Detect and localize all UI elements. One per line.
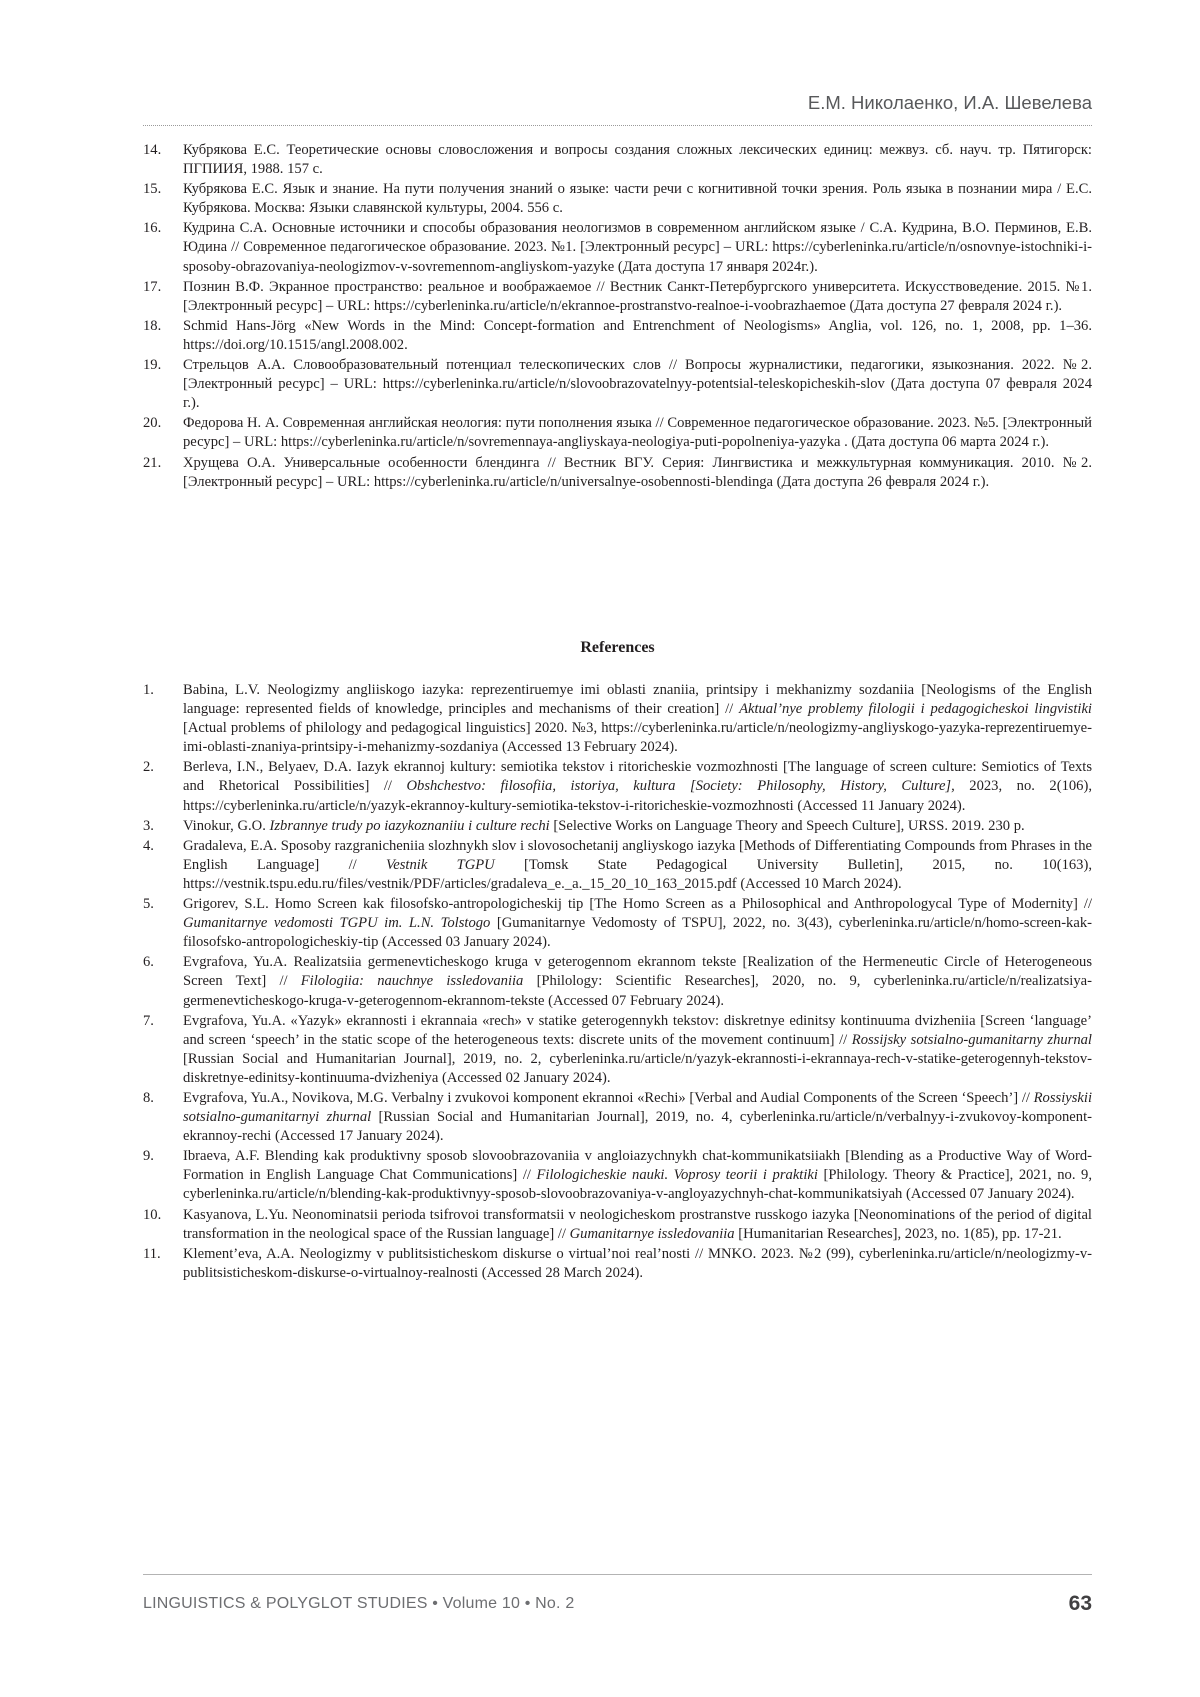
- reference-number: 1.: [143, 682, 154, 698]
- reference-text-fragment: Evgrafova, Yu.A. «Yazyk» ekrannosti i ekrannaia «rech» v statike geterogennykh tekstov: diskretnye edinitsy kontinuuma dvizheniia [Screen ‘language’ and screen ‘speech’ in the static scope of the heterogeneous texts: discrete units of the movement continuum] //: [183, 1012, 1092, 1048]
- reference-text: [183, 837, 1092, 894]
- reference-text-fragment: [Actual problems of philology and pedagogical linguistics] 2020. №3, https://cyberleninka.ru/article/n/neologizmy-angliyskogo-yazyka-reprezentiruemye-imi-oblasti-znaniya-printsipy-i-mehanizmy-sozdaniya (Accessed 13 February 2024).: [183, 720, 1092, 756]
- reference-number: 20.: [143, 415, 162, 432]
- reference-text-fragment: Кубрякова Е.С. Теоретические основы словосложения и вопросы создания сложных лексических единиц: межвуз. сб. науч. тр. Пятигорск: ПГПИИЯ, 1988. 157 с.: [183, 142, 1092, 178]
- reference-source-title: Gumanitarnye vedomosti TGPU im. L.N. Tolstogo: [183, 915, 491, 932]
- reference-number: 21.: [143, 454, 162, 471]
- english-reference-list: [143, 681, 1092, 1284]
- reference-number: 11.: [143, 1245, 161, 1262]
- reference-text: [183, 681, 1092, 757]
- header-dotted-rule: [143, 125, 1092, 126]
- russian-reference-list: [143, 141, 1092, 493]
- reference-item: [143, 758, 1092, 815]
- reference-number: 9.: [143, 1148, 154, 1165]
- reference-text-fragment: Gradaleva, E.A. Sposoby razgranicheniia slozhnykh slov i slovosochetanij angliyskogo iazyka [Methods of Differentiating Compounds from Phrases in the English Language] //: [183, 837, 1092, 873]
- reference-text: [183, 219, 1092, 276]
- reference-source-title: Izbrannye trudy po iazykoznaniiu i culture rechi: [269, 817, 550, 834]
- reference-text-fragment: [Philology: Scientific Researches], 2020, no. 9, cyberleninka.ru/article/n/realizatsiya-germenevticheskogo-kruga-v-geterogennom-ekrannom-tekste (Accessed 07 February 2024).: [183, 973, 1092, 1009]
- reference-item: [143, 1089, 1092, 1146]
- reference-text: [183, 1245, 1092, 1283]
- reference-text-fragment: [Russian Social and Humanitarian Journal], 2019, no. 4, cyberleninka.ru/article/n/verbalnyy-i-zvukovoy-komponent-ekrannoy-rechi (Accessed 17 January 2024).: [183, 1109, 1092, 1145]
- reference-text-fragment: [Philology. Theory & Practice], 2021, no. 9, cyberleninka.ru/article/n/blending-kak-produktivnyy-sposob-slovoobrazovaniya-v-angloyazychnyh-chat-kommunikatsiyah (Accessed 07 January 2024).: [183, 1167, 1092, 1203]
- reference-item: [143, 141, 1092, 179]
- reference-text-fragment: [Humanitarian Researches], 2023, no. 1(85), pp. 17-21.: [734, 1225, 1062, 1242]
- reference-number: 17.: [143, 278, 162, 295]
- reference-text-fragment: Grigorev, S.L. Homo Screen kak filosofsko-antropologicheskij tip [The Homo Screen as a Philosophical and Anthropologycal Type of Modernity] //: [183, 896, 1092, 913]
- reference-number: 6.: [143, 954, 154, 971]
- reference-item: [143, 278, 1092, 316]
- reference-text-fragment: Evgrafova, Yu.A. Realizatsiia germenevticheskogo kruga v geterogennom ekrannom tekste [Realization of the Hermeneutic Circle of Heterogeneous Screen Text] //: [183, 954, 1092, 990]
- reference-text-fragment: Познин В.Ф. Экранное пространство: реальное и воображаемое // Вестник Санкт-Петербургского университета. Искусствоведение. 2015. №1. [Электронный ресурс] – URL: https://cyberleninka.ru/article/n/ekrannoe-prostranstvo-realnoe-i-voobrazhaemoe (Дата доступа 27 февраля 2024 г.).: [183, 278, 1092, 314]
- running-header-authors: Е.М. Николаенко, И.А. Шевелева: [807, 92, 1092, 113]
- reference-source-title: Gumanitarnye issledovaniia: [569, 1225, 735, 1242]
- reference-item: [143, 180, 1092, 218]
- reference-item: [143, 895, 1092, 952]
- reference-text-fragment: Хрущева О.А. Универсальные особенности блендинга // Вестник ВГУ. Серия: Лингвистика и межкультурная коммуникация. 2010. №2. [Электронный ресурс] – URL: https://cyberleninka.ru/article/n/universalnye-osobennosti-blendinga (Дата доступа 26 февраля 2024 г.).: [183, 454, 1092, 490]
- reference-text-fragment: Schmid Hans-Jörg «New Words in the Mind: Concept-formation and Entrenchment of Neologisms» Anglia, vol. 126, no. 1, 2008, pp. 1–36. https://doi.org/10.1515/angl.2008.002.: [183, 317, 1092, 353]
- reference-text: [183, 758, 1092, 815]
- reference-text-fragment: [Russian Social and Humanitarian Journal], 2019, no. 2, cyberleninka.ru/article/n/yazyk-ekrannosti-i-ekrannaya-rech-v-statike-geterogennyh-tekstov-diskretnye-edinitsy-kontinuuma-dvizheniya (Accessed 02 January 2024).: [183, 1050, 1092, 1086]
- reference-text: [183, 317, 1092, 355]
- reference-text: [183, 1206, 1092, 1244]
- reference-item: [143, 837, 1092, 894]
- reference-number: 18.: [143, 317, 162, 334]
- reference-item: [143, 953, 1092, 1010]
- reference-text-fragment: [Selective Works on Language Theory and Speech Culture], URSS. 2019. 230 p.: [549, 817, 1025, 834]
- reference-text: [183, 817, 1092, 836]
- reference-item: [143, 681, 1092, 757]
- reference-text: [183, 1089, 1092, 1146]
- reference-text-fragment: Klement’eva, A.A. Neologizmy v publitsisticheskom diskurse o virtual’noi real’nosti // MNKO. 2023. №2 (99), cyberleninka.ru/article/n/neologizmy-v-publitsisticheskom-diskurse-o-virtualnoy-realnosti (Accessed 28 March 2024).: [183, 1245, 1092, 1281]
- reference-source-title: Rossijsky sotsialno-gumanitarny zhurnal: [851, 1031, 1092, 1048]
- reference-source-title: Obshchestvo: filosofiia, istoriya, kultura [Society: Philosophy, History, Culture],: [406, 778, 955, 795]
- reference-text: [183, 356, 1092, 413]
- reference-text: [183, 1147, 1092, 1204]
- reference-item: [143, 356, 1092, 413]
- page-number: 63: [1068, 1592, 1092, 1615]
- reference-number: 2.: [143, 759, 154, 776]
- reference-number: 14.: [143, 142, 162, 158]
- reference-item: [143, 454, 1092, 492]
- reference-number: 7.: [143, 1012, 154, 1029]
- reference-text-fragment: Evgrafova, Yu.A., Novikova, M.G. Verbalny i zvukovoi komponent ekrannoi «Rechi» [Verbal and Audial Components of the Screen ‘Speech’] //: [183, 1089, 1034, 1106]
- reference-item: [143, 1012, 1092, 1088]
- reference-source-title: Filologiia: nauchnye issledovaniia: [300, 973, 524, 990]
- reference-number: 10.: [143, 1206, 162, 1223]
- reference-item: [143, 219, 1092, 276]
- reference-text: [183, 278, 1092, 316]
- reference-text-fragment: [Tomsk State Pedagogical University Bulletin], 2015, no. 10(163), https://vestnik.tspu.edu.ru/files/vestnik/PDF/articles/gradaleva_e._a._15_20_10_163_2015.pdf (Accessed 10 March 2024).: [183, 856, 1092, 892]
- reference-text-fragment: Babina, L.V. Neologizmy angliiskogo iazyka: reprezentiruemye imi oblasti znaniia, printsipy i mekhanizmy sozdaniia [Neologisms of the English language: represented fields of knowledge, principles and mechanisms of their creation] //: [183, 682, 1092, 718]
- reference-text: [183, 953, 1092, 1010]
- reference-number: 19.: [143, 357, 162, 374]
- page-footer: [143, 1592, 1092, 1622]
- reference-source-title: Rossiyskii sotsialno-gumanitarnyi zhurnal: [183, 1089, 1092, 1126]
- reference-text-fragment: Кудрина С.А. Основные источники и способы образования неологизмов в современном английском языке / С.А. Кудрина, В.О. Перминов, Е.В. Юдина // Современное педагогическое образование. 2023. №1. [Электронный ресурс] – URL: https://cyberleninka.ru/article/n/osnovnye-istochniki-i-sposoby-obrazovaniya-neologizmov-v-sovremennom-angliyskom-yazyke (Дата доступа 17 января 2024г.).: [183, 220, 1092, 275]
- reference-item: [143, 817, 1092, 836]
- reference-text: [183, 414, 1092, 452]
- reference-number: 15.: [143, 181, 162, 198]
- reference-source-title: Aktual’nye problemy filologii i pedagogicheskoi lingvistiki: [739, 701, 1092, 718]
- reference-item: [143, 1245, 1092, 1283]
- reference-item: [143, 1206, 1092, 1244]
- reference-text: [183, 141, 1092, 179]
- reference-number: 3.: [143, 817, 154, 834]
- reference-item: [143, 1147, 1092, 1204]
- reference-text-fragment: Vinokur, G.O.: [183, 817, 270, 834]
- reference-number: 16.: [143, 220, 162, 237]
- reference-text-fragment: Ibraeva, A.F. Blending kak produktivny sposob slovoobrazovaniia v angloiazychnykh chat-kommunikatsiiakh [Blending as a Productive Way of Word-Formation in English Language Chat Communications] //: [183, 1148, 1092, 1184]
- reference-text-fragment: 2023, no. 2(106), https://cyberleninka.ru/article/n/yazyk-ekrannoy-kultury-semiotika-tekstov-i-ritoricheskie-vozmozhnosti (Accessed 11 January 2024).: [183, 778, 1092, 814]
- reference-item: [143, 414, 1092, 452]
- reference-text-fragment: Berleva, I.N., Belyaev, D.A. Iazyk ekrannoj kultury: semiotika tekstov i ritoricheskie vozmozhnosti [The language of screen culture: Semiotics of Texts and Rhetorical Possibilities] //: [183, 759, 1092, 795]
- reference-text: [183, 895, 1092, 952]
- reference-text-fragment: Кубрякова Е.С. Язык и знание. На пути получения знаний о языке: части речи с когнитивной точки зрения. Роль языка в познании мира / Е.С. Кубрякова. Москва: Языки славянской культуры, 2004. 556 с.: [183, 181, 1092, 217]
- reference-text-fragment: Федорова Н. А. Современная английская неология: пути пополнения языка // Современное педагогическое образование. 2023. №5. [Электронный ресурс] – URL: https://cyberleninka.ru/article/n/sovremennaya-angliyskaya-neologiya-puti-popolneniya-yazyka . (Дата доступа 06 марта 2024 г.).: [183, 415, 1092, 451]
- footer-rule: [143, 1574, 1092, 1575]
- reference-source-title: Filologicheskie nauki. Voprosy teorii i praktiki: [536, 1167, 818, 1184]
- reference-text: [183, 1012, 1092, 1088]
- reference-number: 5.: [143, 896, 154, 913]
- journal-name: LINGUISTICS & POLYGLOT STUDIES • Volume 10 • No. 2: [143, 1595, 575, 1612]
- reference-text: [183, 454, 1092, 492]
- reference-number: 8.: [143, 1089, 154, 1106]
- reference-text-fragment: [Gumanitarnye Vedomosty of TSPU], 2022, no. 3(43), cyberleninka.ru/article/n/homo-screen-kak-filosofsko-antropologicheskiy-tip (Accessed 03 January 2024).: [183, 915, 1092, 951]
- reference-text: [183, 180, 1092, 218]
- reference-text-fragment: Стрельцов А.А. Словообразовательный потенциал телескопических слов // Вопросы журналистики, педагогики, языкознания. 2022. №2. [Электронный ресурс] – URL: https://cyberleninka.ru/article/n/slovoobrazovatelnyy-potentsial-teleskopicheskih-slov (Дата доступа 07 февраля 2024 г.).: [183, 357, 1092, 412]
- reference-source-title: Vestnik TGPU: [385, 856, 495, 873]
- reference-number: 4.: [143, 837, 154, 854]
- references-heading: References: [580, 639, 655, 656]
- reference-item: [143, 317, 1092, 355]
- reference-text-fragment: Kasyanova, L.Yu. Neonominatsii perioda tsifrovoi transformatsii v neologicheskom prostranstve russkogo iazyka [Neonominations of the period of digital transformation in the neological space of the Russian language] //: [183, 1206, 1092, 1242]
